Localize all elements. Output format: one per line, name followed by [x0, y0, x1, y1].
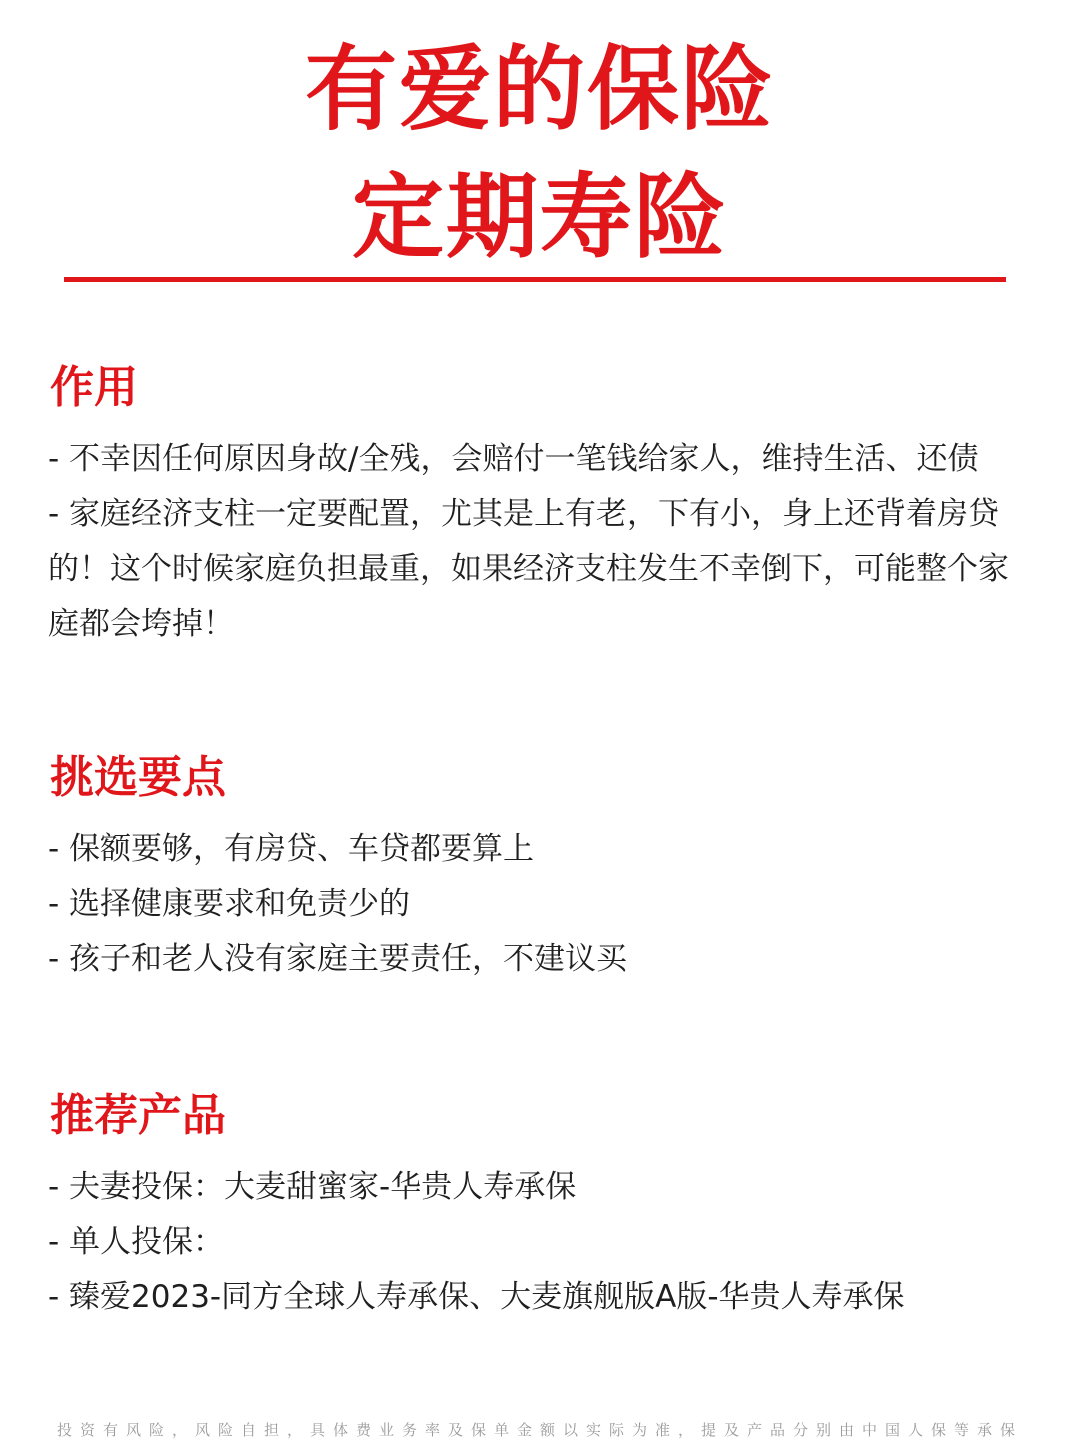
footer-disclaimer: 投资有风险，风险自担，具体费业务率及保单金额以实际为准，提及产品分别由中国人保等承保 — [56, 1421, 1023, 1439]
list-item: - 夫妻投保：大麦甜蜜家-华贵人寿承保 — [48, 1169, 577, 1205]
section-heading-function: 作用 — [50, 362, 138, 413]
list-item: - 保额要够，有房贷、车贷都要算上 — [48, 831, 535, 867]
section-list-selection-tips — [48, 822, 1038, 987]
list-item: - 臻爱2023-同方全球人寿承保、大麦旗舰版A版-华贵人寿承保 — [48, 1279, 905, 1315]
list-item: - 选择健康要求和免责少的 — [48, 886, 411, 922]
list-item: - 家庭经济支柱一定要配置，尤其是上有老，下有小，身上还背着房贷的！这个时候家庭负担最重，如果经济支柱发生不幸倒下，可能整个家庭都会垮掉！ — [48, 496, 1009, 642]
page-title-line-1: 有爱的保险 — [304, 36, 775, 143]
section-heading-selection-tips: 挑选要点 — [50, 752, 226, 803]
section-list-function — [48, 432, 1038, 652]
section-list-recommended-products — [48, 1160, 1038, 1325]
list-item: - 单人投保： — [48, 1224, 225, 1260]
list-item: - 不幸因任何原因身故/全残，会赔付一笔钱给家人，维持生活、还债 — [48, 441, 979, 477]
page-title-line-2: 定期寿险 — [351, 164, 728, 271]
list-item: - 孩子和老人没有家庭主要责任，不建议买 — [48, 941, 628, 977]
title-divider — [64, 277, 1006, 282]
section-heading-recommended-products: 推荐产品 — [50, 1090, 226, 1141]
